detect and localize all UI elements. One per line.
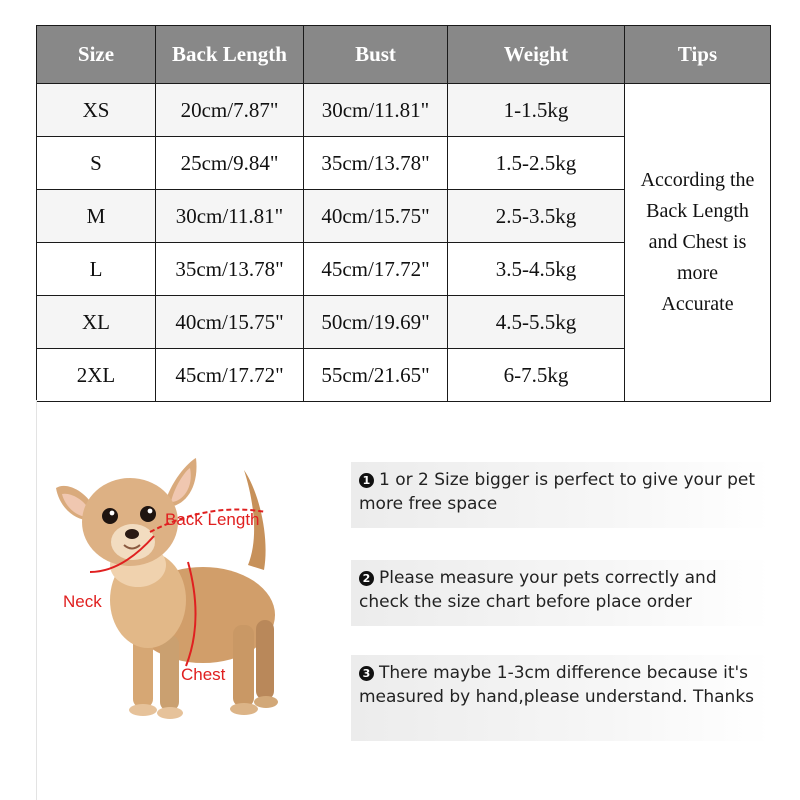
dog-measurement-illustration [38,440,338,740]
header-weight: Weight [448,26,625,84]
cell-size: M [37,190,156,243]
chest-label: Chest [181,665,226,684]
cell-back-length: 30cm/11.81" [156,190,304,243]
neck-label: Neck [63,592,102,611]
header-tips: Tips [625,26,771,84]
cell-bust: 40cm/15.75" [304,190,448,243]
header-back-length: Back Length [156,26,304,84]
tips-line: Back Length [646,200,749,222]
cell-weight: 3.5-4.5kg [448,243,625,296]
cell-back-length: 45cm/17.72" [156,349,304,402]
back-length-label: Back Length [165,510,260,529]
cell-back-length: 40cm/15.75" [156,296,304,349]
table-row [37,84,771,137]
cell-bust: 30cm/11.81" [304,84,448,137]
cell-size: S [37,137,156,190]
tip-number-badge: 1 [359,473,374,488]
cell-weight: 4.5-5.5kg [448,296,625,349]
tip-text: Please measure your pets correctly and check the size chart before place order [359,568,717,612]
tips-line: more [676,262,719,284]
tip-1 [351,462,770,528]
cell-weight: 1-1.5kg [448,84,625,137]
header-bust: Bust [304,26,448,84]
cell-size: XS [37,84,156,137]
cell-bust: 50cm/19.69" [304,296,448,349]
cell-weight: 2.5-3.5kg [448,190,625,243]
cell-back-length: 25cm/9.84" [156,137,304,190]
tips-line: According the [640,169,755,191]
cell-bust: 45cm/17.72" [304,243,448,296]
cell-weight: 6-7.5kg [448,349,625,402]
cell-size: L [37,243,156,296]
cell-back-length: 35cm/13.78" [156,243,304,296]
table-header-row [37,26,771,84]
cell-size: XL [37,296,156,349]
cell-back-length: 20cm/7.87" [156,84,304,137]
dog-illustration [56,458,278,719]
tips-line: Accurate [661,293,734,315]
cell-size: 2XL [37,349,156,402]
tips-line: and Chest is [648,231,747,253]
tips-cell [625,84,771,402]
tip-3 [351,655,770,741]
header-size: Size [37,26,156,84]
tip-number-badge: 2 [359,571,374,586]
left-divider [36,400,37,800]
tip-text: There maybe 1-3cm difference because it's measured by hand,please understand. Thanks [359,663,755,707]
tip-2 [351,560,770,626]
tip-number-badge: 3 [359,666,374,681]
cell-weight: 1.5-2.5kg [448,137,625,190]
size-chart-table [36,25,771,402]
tip-text: 1 or 2 Size bigger is perfect to give your pet more free space [359,470,756,514]
cell-bust: 55cm/21.65" [304,349,448,402]
cell-bust: 35cm/13.78" [304,137,448,190]
